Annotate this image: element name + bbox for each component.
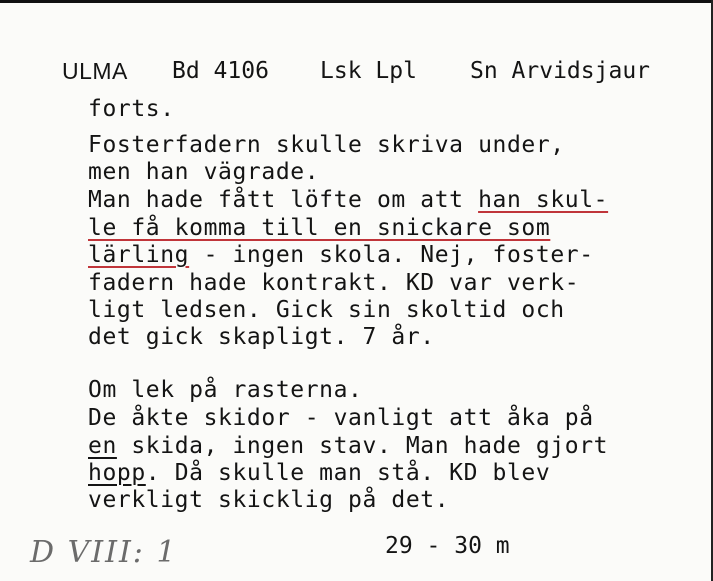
text-line: De åkte skidor - vanligt att åka på — [88, 405, 594, 431]
text-line — [88, 215, 550, 241]
text-line: verkligt skicklig på det. — [88, 487, 450, 513]
landscape-label: Lsk Lpl — [320, 58, 417, 84]
underlined-text: en — [88, 433, 117, 459]
text-line: Fosterfadern skulle skriva under, — [88, 132, 565, 158]
card-header — [62, 58, 702, 92]
text-segment: - ingen skola. Nej, foster- — [189, 242, 594, 268]
text-line: forts. — [88, 96, 175, 122]
card-top-border — [0, 0, 713, 3]
volume-label: Bd 4106 — [172, 58, 269, 84]
underlined-text: le få komma till en snickare som — [88, 215, 551, 241]
text-line — [88, 242, 594, 268]
handwritten-signature: D VIII: 1 — [30, 535, 178, 570]
text-line: fadern hade kontrakt. KD var verk- — [88, 270, 580, 296]
text-line — [88, 433, 608, 459]
text-segment: . Då skulle man stå. KD blev — [145, 460, 551, 486]
underlined-text: han skul- — [478, 187, 609, 213]
text-line — [88, 187, 608, 213]
page-range: 29 - 30 m — [385, 533, 510, 559]
text-line: det gick skapligt. 7 år. — [88, 324, 435, 350]
text-line — [88, 460, 550, 486]
text-line: Om lek på rasterna. — [88, 377, 363, 403]
underlined-text: hopp — [88, 460, 146, 486]
underlined-text: lärling — [88, 242, 190, 268]
text-segment: skida, ingen stav. Man hade gjort — [116, 433, 609, 459]
text-line: ligt ledsen. Gick sin skoltid och — [88, 297, 565, 323]
text-line: men han vägrade. — [88, 159, 320, 185]
parish-label: Sn Arvidsjaur — [470, 58, 651, 84]
archive-label: ULMA — [62, 58, 128, 84]
text-segment: Man hade fått löfte om att — [88, 187, 479, 213]
